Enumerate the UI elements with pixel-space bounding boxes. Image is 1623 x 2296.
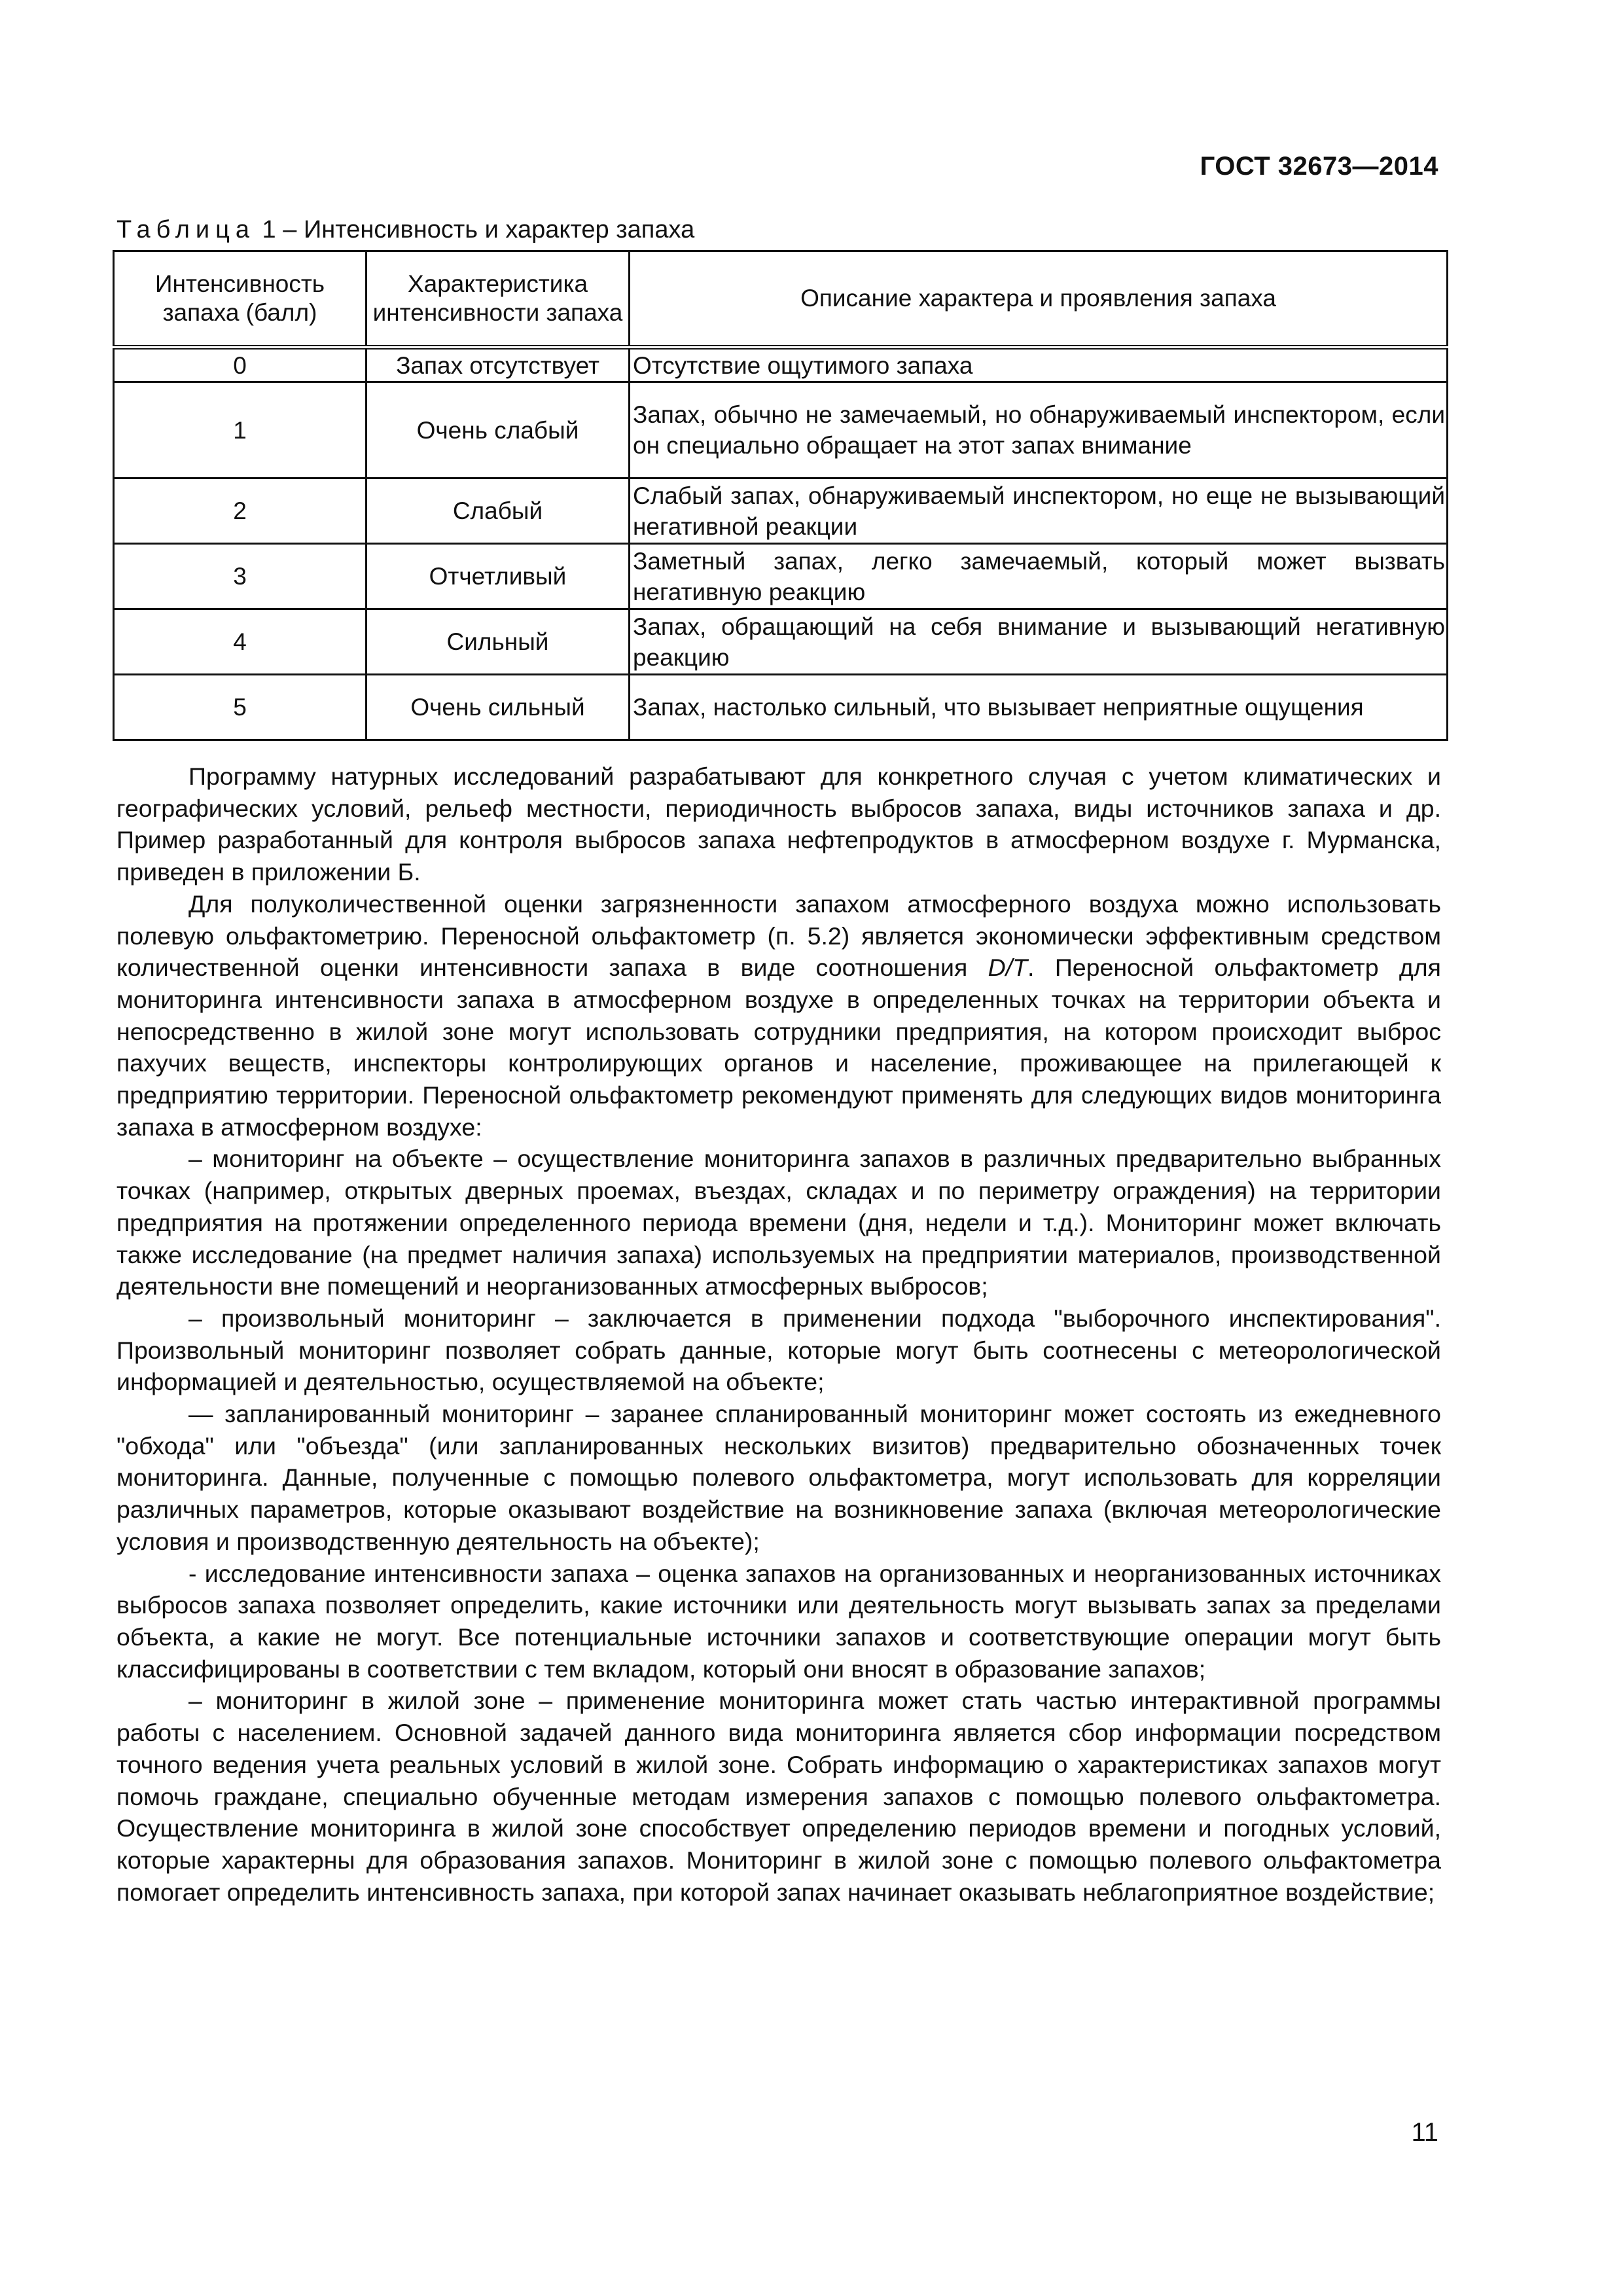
description-cell: Заметный запах, легко замечаемый, который может вызвать негативную реакцию bbox=[630, 544, 1448, 609]
table-row bbox=[114, 609, 1448, 675]
header-intensity-score: Интенсивность запаха (балл) bbox=[114, 251, 366, 348]
table-row bbox=[114, 382, 1448, 478]
list-item-intensity-study: - исследование интенсивности запаха – оценка запахов на организованных и неорганизованных источниках выбросов запаха позволяет определить, какие источники или деятельность могут вызывать запах за пределами объекта, а какие не могут. Все потенциальные источники запахов и соответствующие операции могут быть классифицированы в соответствии с тем вкладом, который они вносят в образование запахов; bbox=[116, 1559, 1441, 1683]
list-item-planned-monitoring: — запланированный мониторинг – заранее спланированный мониторинг может состоять из ежедневного "обхода" или "объезда" (или запланированных нескольких визитов) предварительно обозначенных точек мониторинга. Данные, полученные с помощью полевого ольфактометра, могут использовать для корреляции различных параметров, которые оказывают воздействие на возникновение запаха (включая метеорологические условия и производственную деятельность на объекте); bbox=[116, 1400, 1441, 1555]
characteristic-cell: Слабый bbox=[366, 478, 630, 544]
description-cell: Слабый запах, обнаруживаемый инспектором, но еще не вызывающий негативной реакции bbox=[630, 478, 1448, 544]
table-header-row bbox=[114, 251, 1448, 348]
header-intensity-characteristic: Характеристика интенсивности запаха bbox=[366, 251, 630, 348]
score-cell: 4 bbox=[114, 609, 366, 675]
page-number: 11 bbox=[1411, 2118, 1438, 2147]
characteristic-cell: Сильный bbox=[366, 609, 630, 675]
dilution-ratio-formula: D/T bbox=[988, 954, 1028, 982]
table-caption bbox=[116, 216, 694, 244]
score-cell: 0 bbox=[114, 348, 366, 382]
body-text bbox=[116, 761, 1441, 1908]
description-cell: Запах, настолько сильный, что вызывает неприятные ощущения bbox=[630, 675, 1448, 740]
table-caption-word: Таблица bbox=[116, 216, 255, 243]
description-cell: Отсутствие ощутимого запаха bbox=[630, 348, 1448, 382]
odor-intensity-table bbox=[113, 250, 1448, 741]
list-item-site-monitoring: – мониторинг на объекте – осуществление мониторинга запахов в различных предварительно выбранных точках (например, открытых дверных проемах, въездах, складах и по периметру ограждения) на территории предприятия на протяжении определенного периода времени (дня, недели и т.д.). Мониторинг может включать также исследование (на предмет наличия запаха) используемых на предприятии материалов, производственной деятельности вне помещений и неорганизованных атмосферных выбросов; bbox=[116, 1145, 1441, 1300]
table-row bbox=[114, 544, 1448, 609]
description-cell: Запах, обращающий на себя внимание и вызывающий негативную реакцию bbox=[630, 609, 1448, 675]
score-cell: 1 bbox=[114, 382, 366, 478]
score-cell: 3 bbox=[114, 544, 366, 609]
characteristic-cell: Очень сильный bbox=[366, 675, 630, 740]
characteristic-cell: Запах отсутствует bbox=[366, 348, 630, 382]
paragraph-field-olfactometry bbox=[116, 888, 1441, 1143]
table-caption-title: 1 – Интенсивность и характер запаха bbox=[255, 216, 695, 243]
list-item-random-monitoring: – произвольный мониторинг – заключается в применении подхода "выборочного инспектирования". Произвольный мониторинг позволяет собрать данные, которые могут быть соотнесены с метеорологической информацией и деятельностью, осуществляемой на объекте; bbox=[116, 1304, 1441, 1396]
score-cell: 2 bbox=[114, 478, 366, 544]
header-odor-description: Описание характера и проявления запаха bbox=[630, 251, 1448, 348]
score-cell: 5 bbox=[114, 675, 366, 740]
table-row bbox=[114, 348, 1448, 382]
characteristic-cell: Очень слабый bbox=[366, 382, 630, 478]
description-cell: Запах, обычно не замечаемый, но обнаруживаемый инспектором, если он специально обращает на этот запах внимание bbox=[630, 382, 1448, 478]
paragraph-text: Для полуколичественной оценки загрязненности запахом атмосферного воздуха можно использовать полевую ольфактометрию. Переносной ольфактометр (п. 5.2) является экономически эффективным средством количественной оценки интенсивности запаха в виде соотношения bbox=[116, 889, 1441, 982]
paragraph-text: . Переносной ольфактометр для мониторинга интенсивности запаха в атмосферном воздухе в определенных точках на территории объекта и непосредственно в жилой зоне могут использовать сотрудники предприятия, на котором происходит выброс пахучих веществ, инспекторы контролирующих органов и население, проживающее на прилегающей к предприятию территории. Переносной ольфактометр рекомендуют применять для следующих видов мониторинга запаха в атмосферном воздухе: bbox=[116, 954, 1441, 1141]
table-row bbox=[114, 675, 1448, 740]
standard-code-header: ГОСТ 32673—2014 bbox=[1200, 152, 1438, 181]
paragraph-field-research-program: Программу натурных исследований разрабатывают для конкретного случая с учетом климатических и географических условий, рельеф местности, периодичность выбросов запаха, виды источников запаха и др. Пример разработанный для контроля выбросов запаха нефтепродуктов в атмосферном воздухе г. Мурманска, приведен в приложении Б. bbox=[116, 762, 1441, 886]
characteristic-cell: Отчетливый bbox=[366, 544, 630, 609]
list-item-residential-monitoring: – мониторинг в жилой зоне – применение мониторинга может стать частью интерактивной программы работы с населением. Основной задачей данного вида мониторинга является сбор информации посредством точного ведения учета реальных условий в жилой зоне. Собрать информацию о характеристиках запахов могут помочь граждане, специально обученные методам измерения запахов с помощью полевого ольфактометра. Осуществление мониторинга в жилой зоне способствует определению периодов времени и погодных условий, которые характерны для образования запахов. Мониторинг в жилой зоне с помощью полевого ольфактометра помогает определить интенсивность запаха, при которой запах начинает оказывать неблагоприятное воздействие; bbox=[116, 1687, 1441, 1906]
table-row bbox=[114, 478, 1448, 544]
